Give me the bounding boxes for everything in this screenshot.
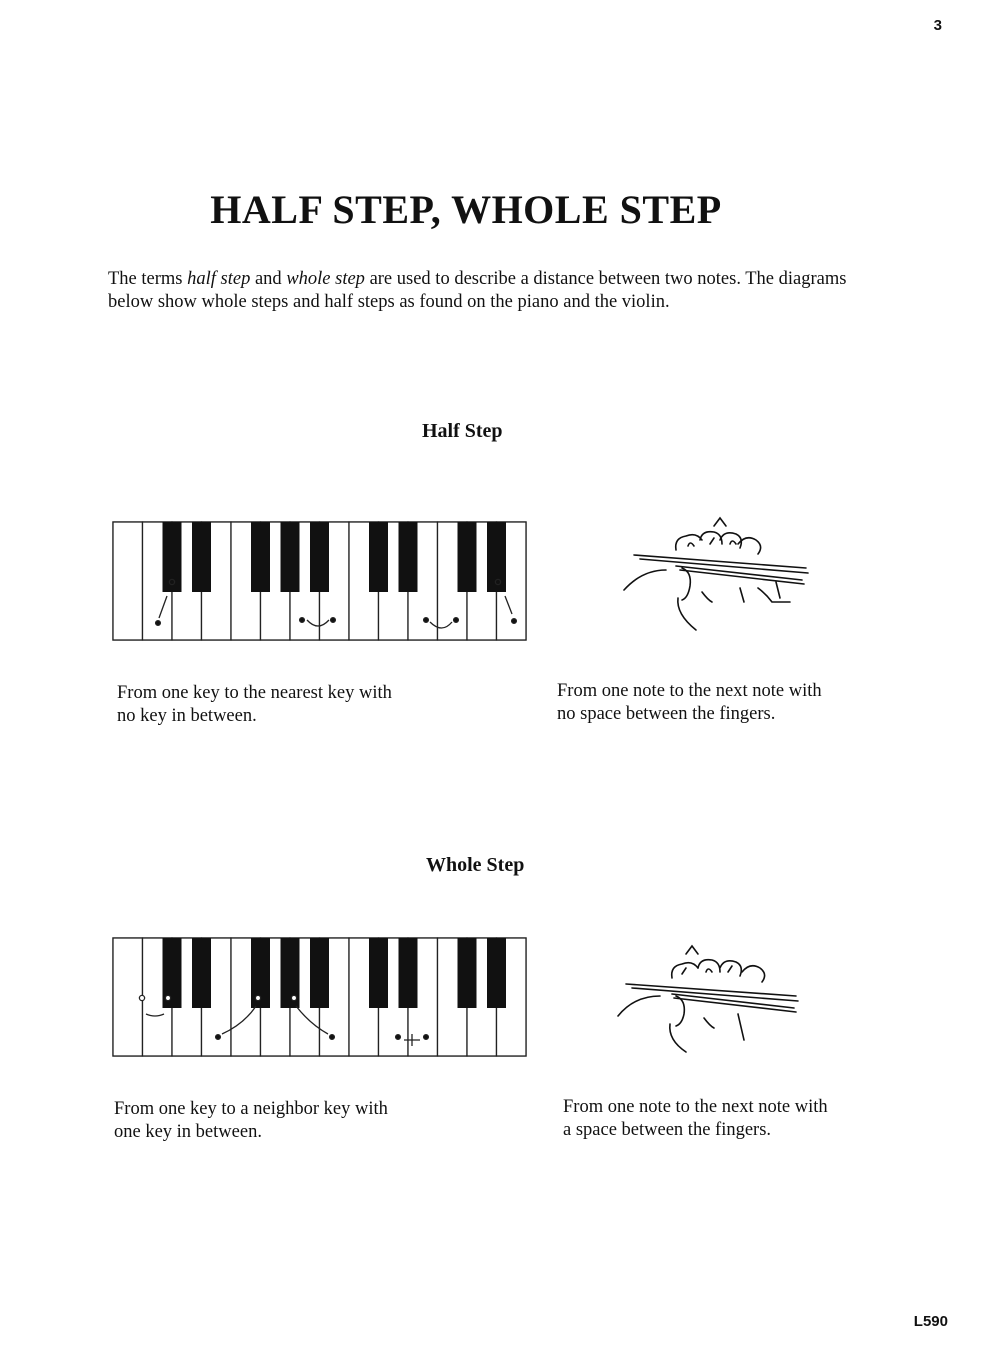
caption-line: no key in between. — [117, 706, 257, 726]
half-step-violin-caption — [557, 680, 917, 726]
caption-line: From one note to the next note with — [563, 1097, 828, 1117]
black-key — [192, 522, 211, 592]
black-key — [192, 938, 211, 1008]
caption-line: one key in between. — [114, 1122, 262, 1142]
whole-step-violin-caption — [563, 1096, 923, 1142]
term-half-step: half step — [187, 269, 251, 289]
violin-hand-icon — [612, 940, 812, 1060]
caption-line: From one key to a neighbor key with — [114, 1099, 388, 1119]
intro-text-3: are used to describe a distance between two notes. The diagrams below show whole steps and half steps as found on the piano and the violin. — [108, 269, 847, 312]
black-key — [458, 938, 477, 1008]
intro-paragraph — [108, 268, 848, 314]
page-number: 3 — [933, 17, 942, 34]
caption-line: From one key to the nearest key with — [117, 683, 392, 703]
black-key — [369, 522, 388, 592]
caption-line: a space between the fingers. — [563, 1120, 772, 1140]
black-key — [399, 522, 418, 592]
intro-text-1: The terms — [108, 269, 188, 289]
black-key — [458, 522, 477, 592]
half-step-keyboard-icon — [112, 520, 530, 642]
black-key — [251, 522, 270, 592]
term-whole-step: whole step — [286, 269, 365, 289]
violin-hand-icon — [616, 510, 816, 640]
black-key — [369, 938, 388, 1008]
black-key — [399, 938, 418, 1008]
intro-text-2: and — [250, 269, 287, 289]
whole-step-piano-caption — [114, 1098, 474, 1144]
white-key — [113, 938, 143, 1056]
document-code: L590 — [913, 1313, 948, 1330]
whole-step-heading: Whole Step — [426, 854, 525, 876]
caption-line: From one note to the next note with — [557, 681, 822, 701]
black-key — [487, 938, 506, 1008]
black-key — [310, 522, 329, 592]
black-key — [310, 938, 329, 1008]
half-step-piano-caption — [117, 682, 477, 728]
half-step-heading: Half Step — [422, 420, 503, 442]
whole-step-keyboard-icon — [112, 936, 532, 1058]
page-title: HALF STEP, WHOLE STEP — [210, 187, 722, 232]
white-key — [113, 522, 143, 640]
caption-line: no space between the fingers. — [557, 704, 776, 724]
black-key — [281, 522, 300, 592]
